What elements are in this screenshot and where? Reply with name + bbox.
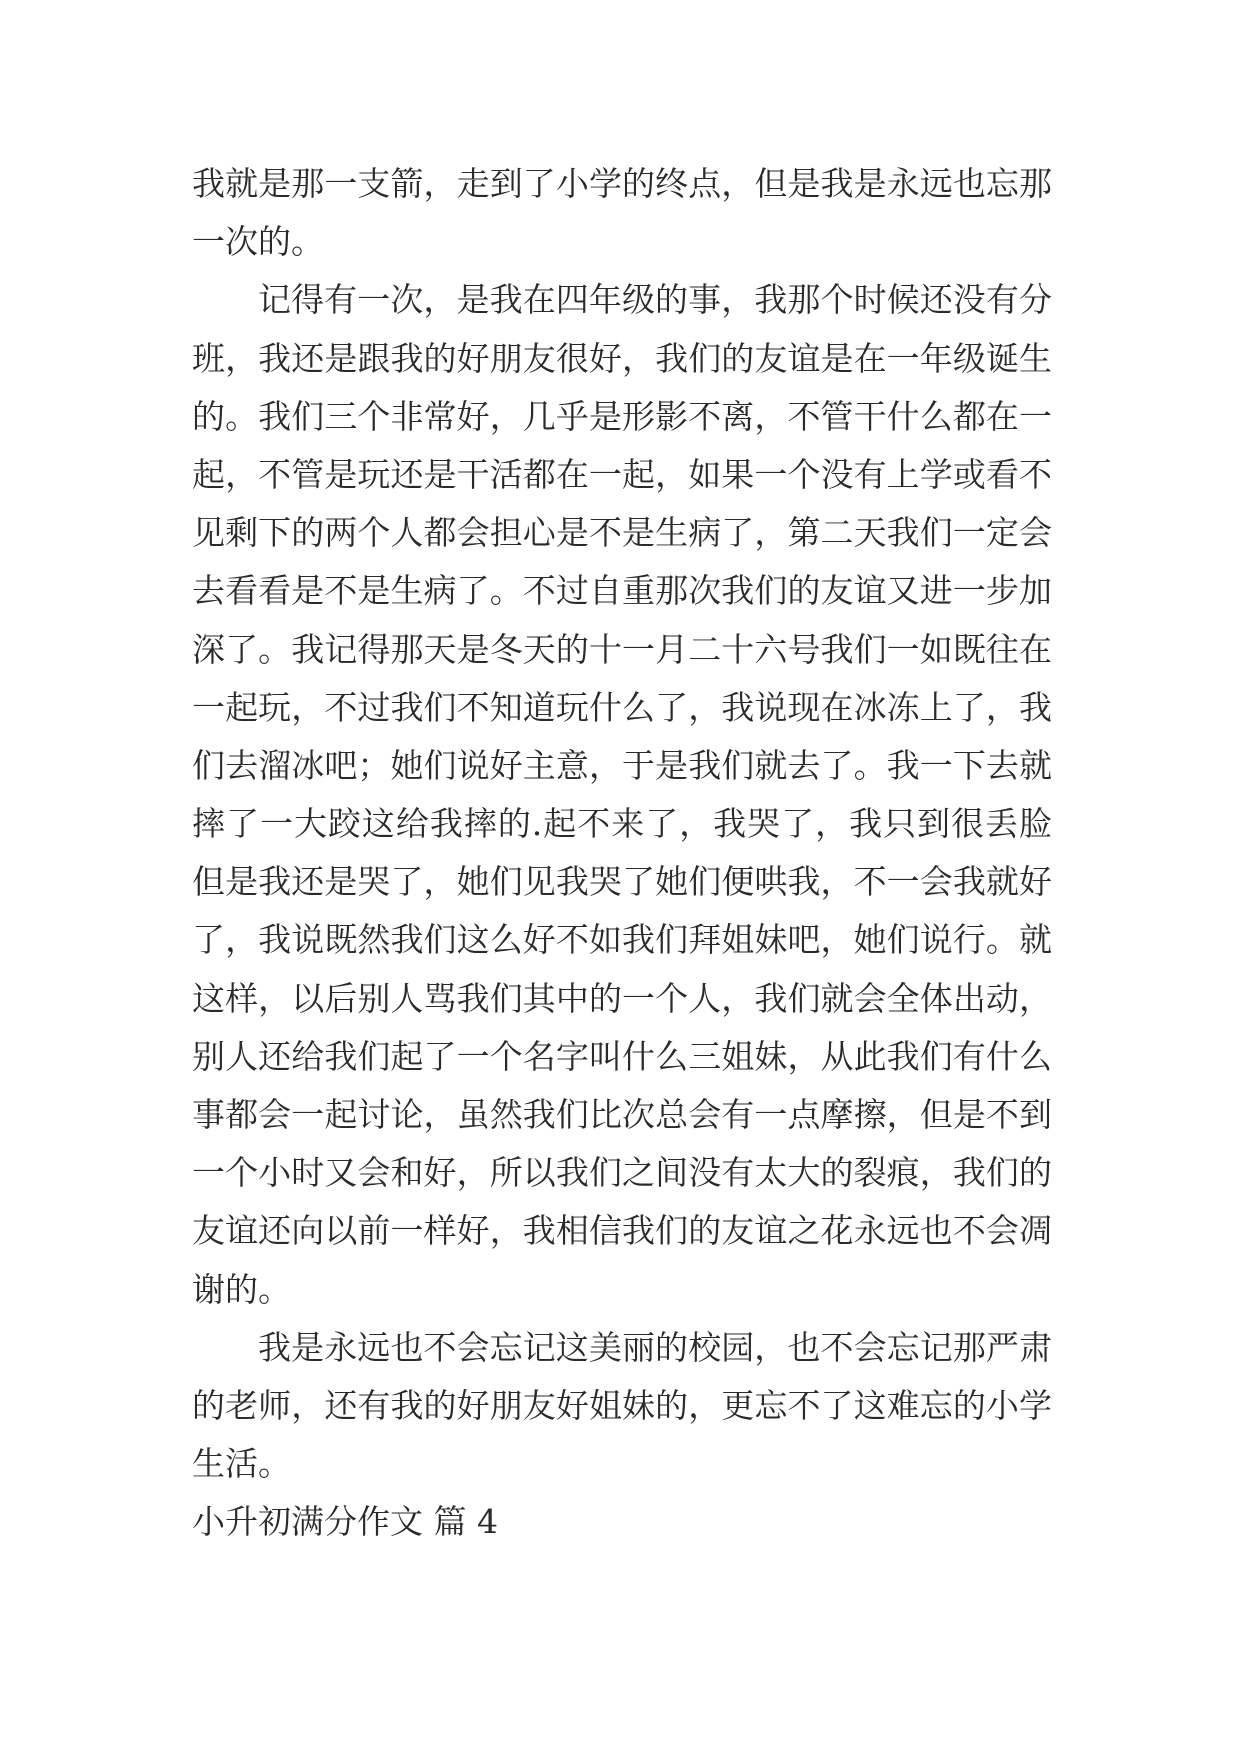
text-line: 摔了一大跤这给我摔的.起不来了，我哭了，我只到很丢脸	[192, 804, 1052, 844]
text-line: 这样，以后别人骂我们其中的一个人，我们就会全体出动，	[192, 978, 1052, 1018]
document-body	[192, 155, 1052, 1552]
text-line: 生活。	[192, 1444, 291, 1484]
text-line: 事都会一起讨论，虽然我们比次总会有一点摩擦，但是不到	[192, 1095, 1052, 1134]
text-line: 们去溜冰吧；她们说好主意，于是我们就去了。我一下去就	[192, 745, 1052, 785]
text-line: 一起玩，不过我们不知道玩什么了，我说现在冰冻上了，我	[192, 687, 1052, 727]
text-line: 深了。我记得那天是冬天的十一月二十六号我们一如既往在	[192, 629, 1052, 669]
text-line: 见剩下的两个人都会担心是不是生病了，第二天我们一定会	[192, 513, 1052, 553]
text-line: 去看看是不是生病了。不过自重那次我们的友谊又进一步加	[192, 571, 1052, 611]
text-line: 的老师，还有我的好朋友好姐妹的，更忘不了这难忘的小学	[192, 1385, 1052, 1425]
text-line: 起，不管是玩还是干活都在一起，如果一个没有上学或看不	[192, 454, 1052, 494]
section-heading: 小升初满分作文 篇 4	[192, 1502, 498, 1542]
text-line: 的。我们三个非常好，几乎是形影不离，不管干什么都在一	[192, 396, 1052, 436]
text-line: 一个小时又会和好，所以我们之间没有太大的裂痕，我们的	[192, 1153, 1052, 1193]
text-line: 别人还给我们起了一个名字叫什么三姐妹，从此我们有什么	[192, 1036, 1052, 1076]
text-line: 但是我还是哭了，她们见我哭了她们便哄我，不一会我就好	[192, 862, 1052, 902]
text-line: 友谊还向以前一样好，我相信我们的友谊之花永远也不会凋	[192, 1211, 1052, 1251]
text-line: 我就是那一支箭，走到了小学的终点，但是我是永远也忘那	[192, 164, 1052, 203]
text-line: 我是永远也不会忘记这美丽的校园，也不会忘记那严肃	[258, 1327, 1052, 1367]
text-line: 班，我还是跟我的好朋友很好，我们的友谊是在一年级诞生	[192, 338, 1052, 378]
text-line: 记得有一次，是我在四年级的事，我那个时候还没有分	[258, 280, 1052, 320]
text-line: 谢的。	[192, 1269, 291, 1309]
text-line: 了，我说既然我们这么好不如我们拜姐妹吧，她们说行。就	[192, 920, 1052, 960]
text-line: 一次的。	[192, 222, 324, 262]
